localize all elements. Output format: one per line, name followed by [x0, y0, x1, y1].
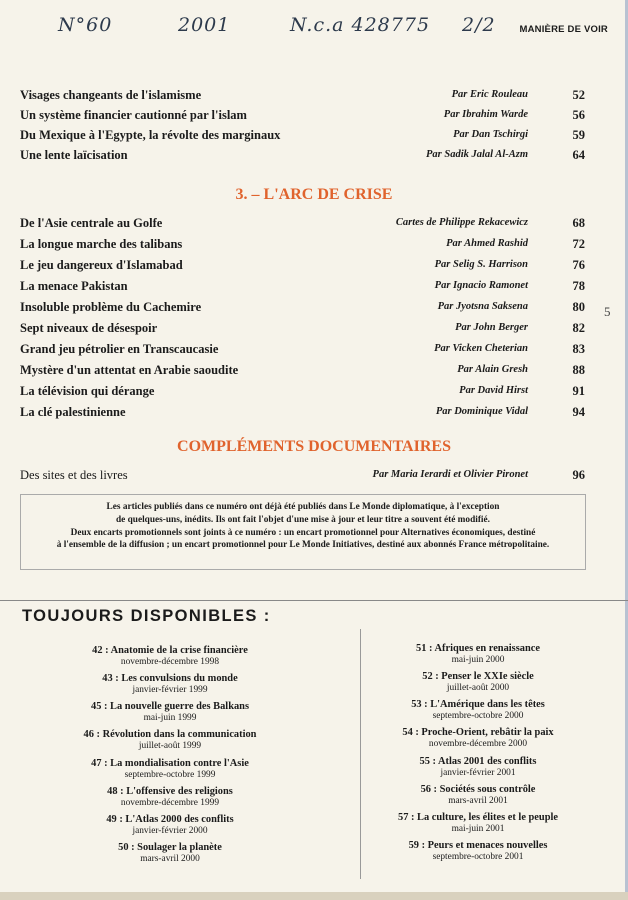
toc-author: Par Dan Tschirgi	[453, 129, 528, 140]
toc-author: Par Jyotsna Saksena	[437, 301, 528, 312]
issue-title: 46 : Révolution dans la communication	[83, 729, 257, 740]
toc-page: 52	[572, 88, 585, 102]
issue-title: 53 : L'Amérique dans les têtes	[411, 699, 545, 710]
toc-author: Cartes de Philippe Rekacewicz	[395, 217, 528, 228]
issue-date: mai-juin 2000	[451, 655, 505, 665]
note-line: à l'ensemble de la diffusion ; un encart promotionnel pour Le Monde Initiatives, destiné aux abonnés France métropolitaine.	[56, 540, 550, 551]
toc-title: De l'Asie centrale au Golfe	[20, 216, 163, 230]
issue-date: mai-juin 2001	[451, 824, 505, 834]
toc-page: 64	[572, 148, 585, 162]
issue-title: 54 : Proche-Orient, rebâtir la paix	[402, 727, 554, 738]
toc-row	[20, 237, 585, 255]
toc-row	[20, 108, 585, 126]
issue-item	[50, 729, 290, 752]
issue-date: mars-avril 2001	[448, 796, 508, 806]
toc-title: Mystère d'un attentat en Arabie saoudite	[20, 363, 239, 377]
issue-date: novembre-décembre 2000	[428, 739, 528, 749]
section3-heading: 3. – L'ARC DE CRISE	[235, 186, 393, 203]
issue-item	[50, 814, 290, 837]
issue-title: 57 : La culture, les élites et le peuple	[398, 812, 558, 823]
toc-author: Par Ahmed Rashid	[446, 238, 528, 249]
toc-page: 83	[572, 342, 585, 356]
available-issues	[0, 600, 628, 891]
toc-author: Par Alain Gresh	[457, 364, 528, 375]
issue-item	[358, 671, 598, 694]
issue-item	[358, 727, 598, 750]
issue-item	[358, 784, 598, 807]
issue-item	[50, 842, 290, 865]
toc-row	[20, 128, 585, 146]
available-title: TOUJOURS DISPONIBLES :	[22, 607, 271, 625]
toc-title: Le jeu dangereux d'Islamabad	[20, 258, 183, 272]
toc-row	[20, 342, 585, 360]
note-line: Les articles publiés dans ce numéro ont déjà été publiés dans Le Monde diplomatique, à l'exception	[106, 502, 500, 512]
toc-title: Des sites et des livres	[20, 468, 128, 482]
issue-item	[50, 701, 290, 724]
toc-page: 96	[572, 468, 585, 482]
toc-row	[20, 405, 585, 423]
page-bottom-edge	[0, 892, 628, 900]
toc-title: La menace Pakistan	[20, 279, 128, 293]
toc-author: Par Vicken Cheterian	[434, 343, 528, 354]
issue-title: 59 : Peurs et menaces nouvelles	[408, 840, 548, 851]
toc-row	[20, 258, 585, 276]
issue-item	[358, 699, 598, 722]
toc-author: Par Ibrahim Warde	[443, 109, 528, 120]
issue-title: 52 : Penser le XXIe siècle	[422, 671, 534, 682]
issue-item	[50, 673, 290, 696]
issue-title: 50 : Soulager la planète	[118, 842, 222, 853]
toc-page: 59	[572, 128, 585, 142]
toc-page: 80	[572, 300, 585, 314]
margin-page-number: 5	[604, 304, 611, 319]
toc-page: 68	[572, 216, 585, 230]
issue-date: mai-juin 1999	[143, 713, 197, 723]
issue-title: 48 : L'offensive des religions	[107, 786, 233, 797]
toc-page: 91	[572, 384, 585, 398]
issue-item	[358, 840, 598, 863]
toc-title: Un système financier cautionné par l'islam	[20, 108, 247, 122]
handwritten-catalog-number: N.c.a 428775	[290, 14, 431, 36]
handwritten-year: 2001	[178, 14, 231, 36]
toc-row	[20, 363, 585, 381]
issue-date: septembre-octobre 2001	[432, 852, 524, 862]
toc-title: Insoluble problème du Cachemire	[20, 300, 202, 314]
issue-title: 51 : Afriques en renaissance	[416, 643, 540, 654]
toc-page: 88	[572, 363, 585, 377]
toc-author: Par Sadik Jalal Al-Azm	[425, 149, 528, 160]
toc-row	[20, 321, 585, 339]
toc-author: Par Dominique Vidal	[435, 406, 528, 417]
toc-row	[20, 148, 585, 166]
note-line: de quelques-uns, inédits. Ils ont fait l'objet d'une mise à jour et leur titre a souvent été modifié.	[116, 514, 490, 525]
toc-page: 76	[572, 258, 585, 272]
toc-page: 78	[572, 279, 585, 293]
issue-item	[358, 812, 598, 835]
toc-page: 82	[572, 321, 585, 335]
toc-row	[20, 384, 585, 402]
toc-author: Par Maria Ierardi et Olivier Pironet	[372, 469, 528, 480]
issue-title: 45 : La nouvelle guerre des Balkans	[91, 701, 249, 712]
issue-item	[50, 758, 290, 781]
issue-title: 56 : Sociétés sous contrôle	[420, 784, 536, 795]
toc-row	[20, 88, 585, 106]
issue-date: janvier-février 2001	[440, 768, 516, 778]
toc-page: 94	[572, 405, 585, 419]
issue-date: novembre-décembre 1998	[120, 657, 220, 667]
issue-date: novembre-décembre 1999	[120, 798, 220, 808]
toc-author: Par Eric Rouleau	[451, 89, 528, 100]
issue-date: juillet-août 1999	[138, 741, 202, 751]
publication-title: MANIÈRE DE VOIR	[519, 24, 608, 35]
issue-title: 47 : La mondialisation contre l'Asie	[91, 758, 249, 769]
toc-row	[20, 468, 585, 486]
toc-author: Par John Berger	[455, 322, 528, 333]
toc-title: Du Mexique à l'Egypte, la révolte des marginaux	[20, 128, 281, 142]
issue-date: septembre-octobre 2000	[432, 711, 524, 721]
issue-date: mars-avril 2000	[140, 854, 200, 864]
complements-heading: COMPLÉMENTS DOCUMENTAIRES	[177, 438, 451, 455]
toc-title: Sept niveaux de désespoir	[20, 321, 158, 335]
editorial-notes	[20, 494, 586, 570]
issue-item	[50, 786, 290, 809]
toc-row	[20, 279, 585, 297]
toc-page: 72	[572, 237, 585, 251]
issue-date: juillet-août 2000	[446, 683, 510, 693]
issue-title: 49 : L'Atlas 2000 des conflits	[106, 814, 234, 825]
issue-item	[358, 756, 598, 779]
issue-item	[358, 643, 598, 666]
toc-title: La clé palestinienne	[20, 405, 126, 419]
issue-title: 42 : Anatomie de la crise financière	[92, 645, 248, 656]
toc-title: La longue marche des talibans	[20, 237, 183, 251]
issue-item	[50, 645, 290, 668]
toc-row	[20, 216, 585, 234]
issue-date: janvier-février 1999	[132, 685, 208, 695]
toc-author: Par David Hirst	[459, 385, 528, 396]
issue-date: janvier-février 2000	[132, 826, 208, 836]
issue-date: septembre-octobre 1999	[124, 770, 216, 780]
toc-title: Grand jeu pétrolier en Transcaucasie	[20, 342, 219, 356]
handwritten-issue-number: N°60	[58, 14, 113, 36]
note-line: Deux encarts promotionnels sont joints à ce numéro : un encart promotionnel pour Alternatives économiques, destiné	[70, 527, 536, 538]
toc-title: La télévision qui dérange	[20, 384, 155, 398]
issue-title: 43 : Les convulsions du monde	[102, 673, 238, 684]
toc-page: 56	[572, 108, 585, 122]
toc-title: Visages changeants de l'islamisme	[20, 88, 202, 102]
issue-title: 55 : Atlas 2001 des conflits	[419, 756, 537, 767]
toc-author: Par Ignacio Ramonet	[434, 280, 528, 291]
toc-title: Une lente laïcisation	[20, 148, 128, 162]
handwritten-part: 2/2	[462, 14, 496, 36]
toc-row	[20, 300, 585, 318]
toc-author: Par Selig S. Harrison	[434, 259, 528, 270]
